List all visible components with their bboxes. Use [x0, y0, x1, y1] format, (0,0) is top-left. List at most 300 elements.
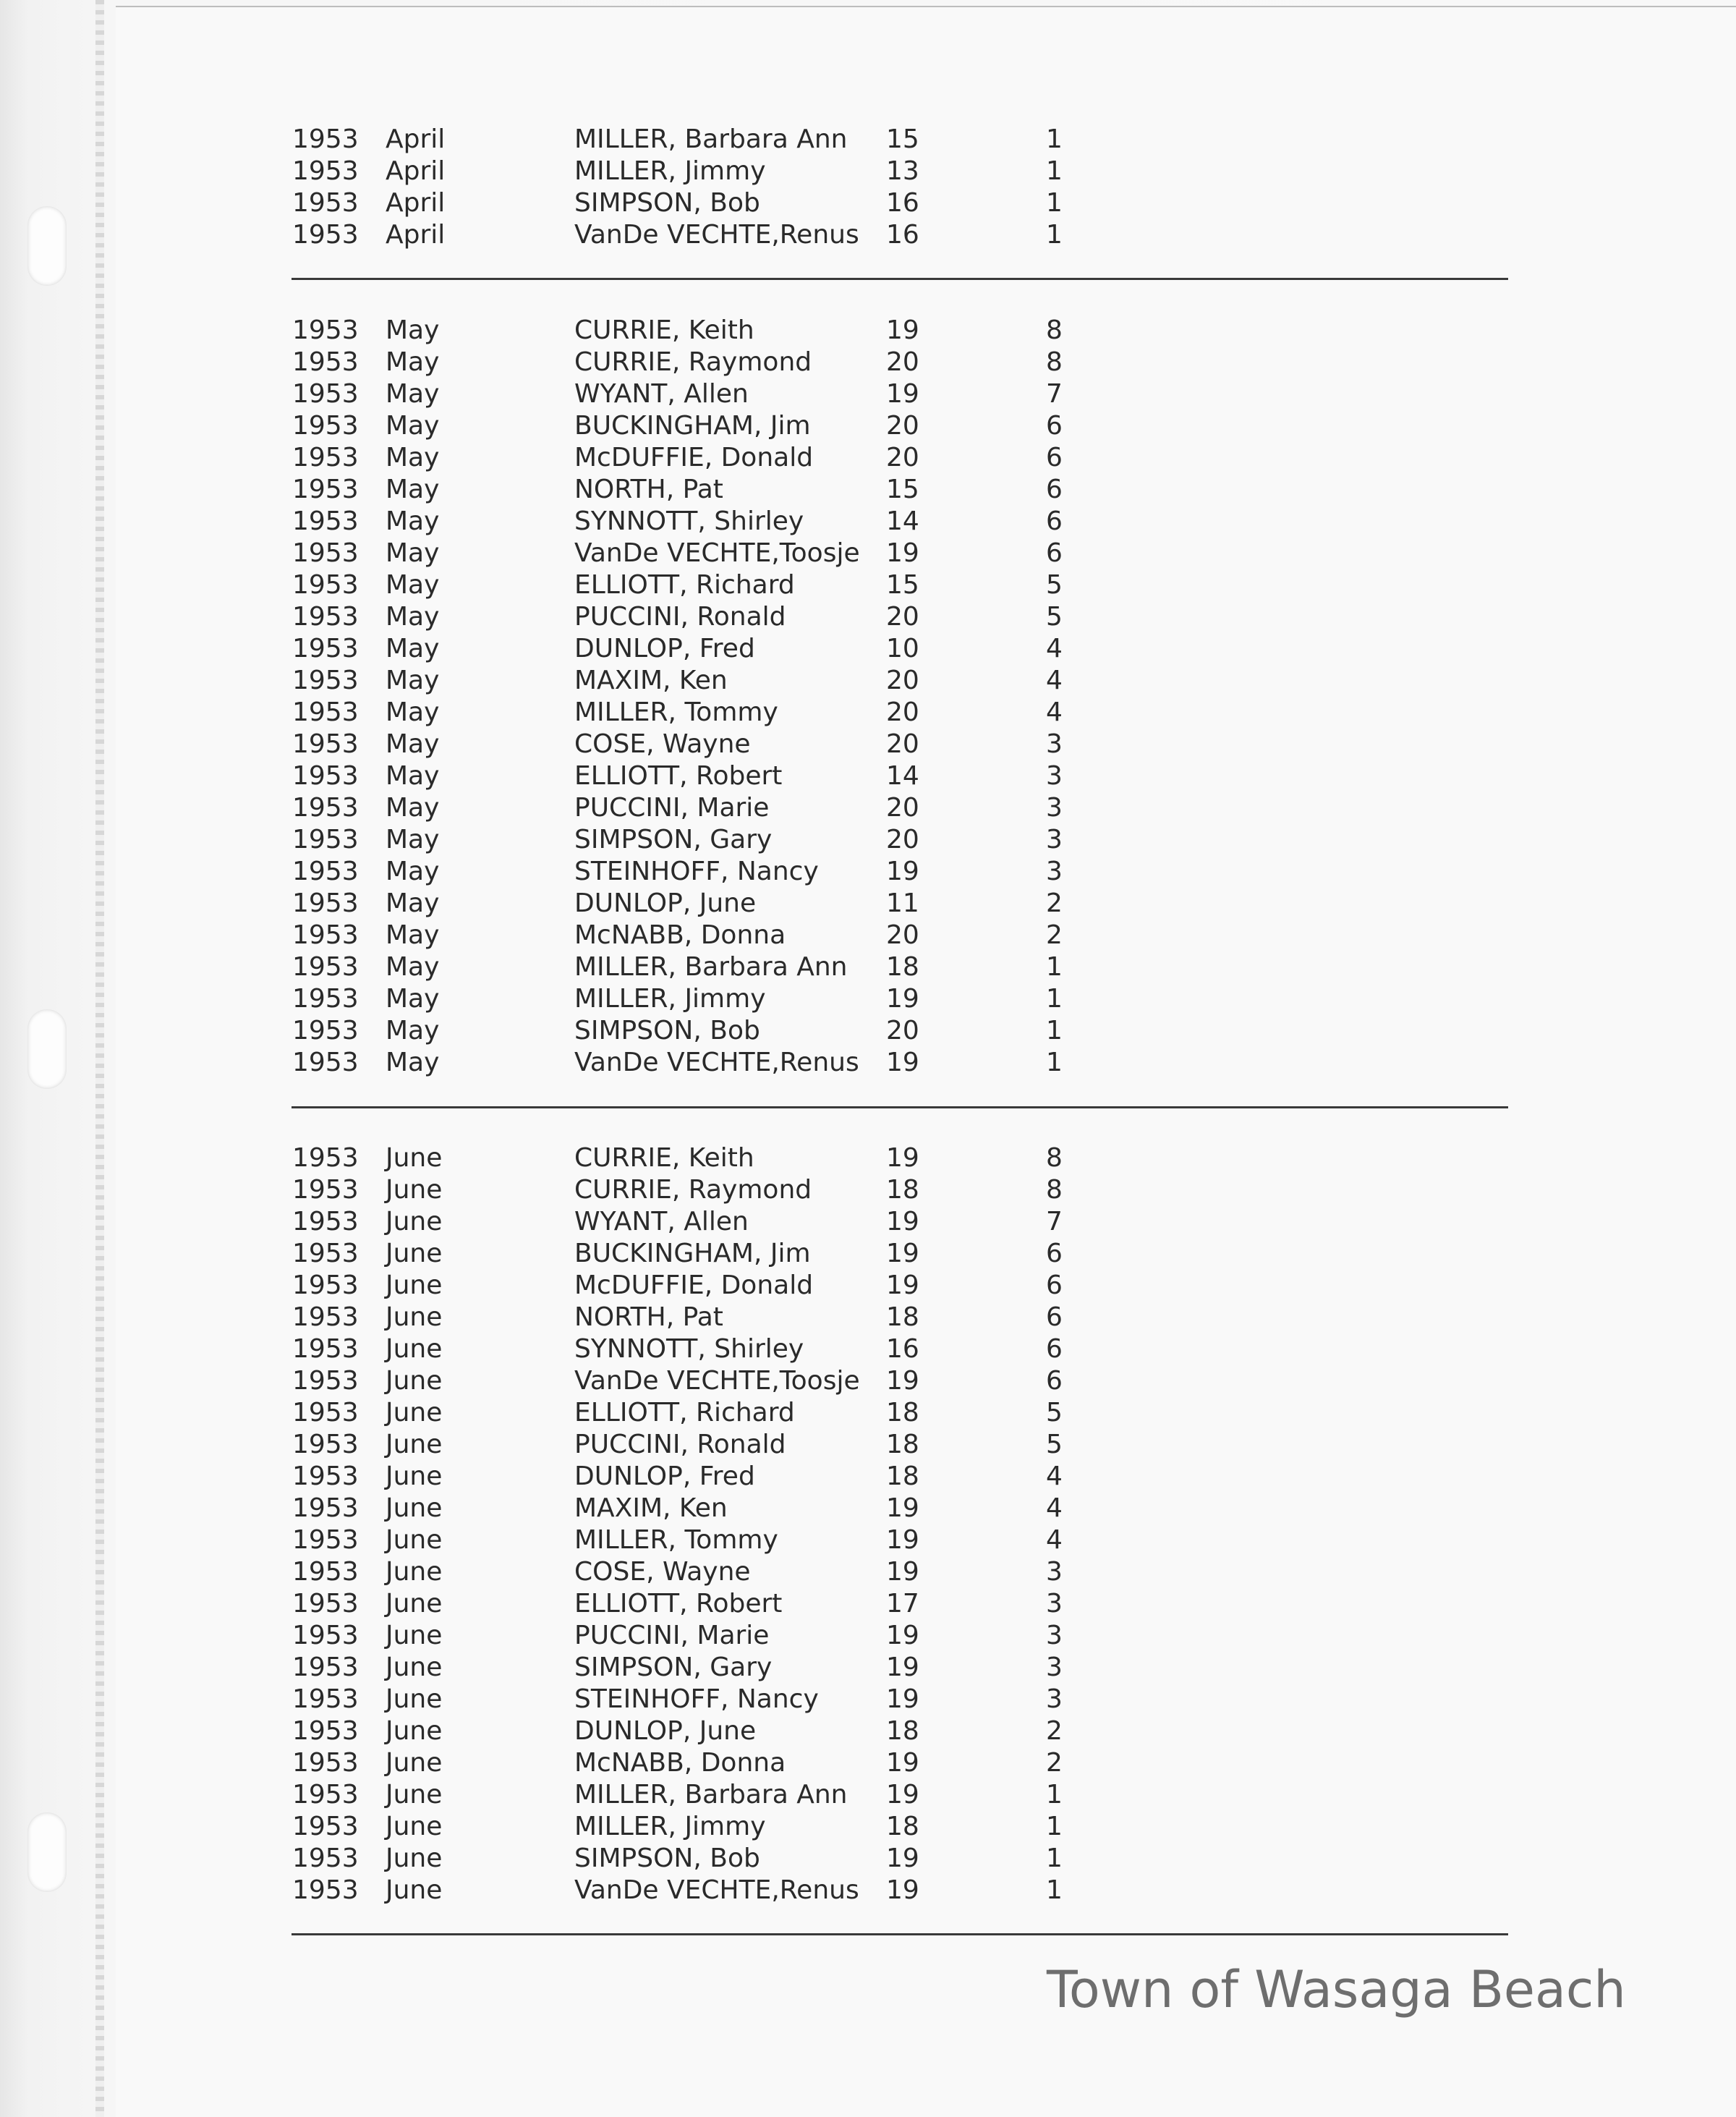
name-cell: ELLIOTT, Robert [574, 761, 783, 791]
table-row [0, 506, 1736, 538]
table-row [0, 1875, 1736, 1906]
table-row [0, 538, 1736, 569]
count-cell: 18 [886, 1398, 919, 1427]
count-cell: 20 [886, 411, 919, 441]
month-cell: April [386, 156, 446, 186]
month-cell: May [386, 634, 440, 663]
year-cell: 1953 [292, 1239, 359, 1268]
rank-cell: 6 [1046, 506, 1063, 536]
count-cell: 13 [886, 156, 919, 186]
count-cell: 17 [886, 1589, 919, 1618]
name-cell: VanDe VECHTE,Renus [574, 220, 859, 250]
table-row [0, 1238, 1736, 1270]
count-cell: 19 [886, 857, 919, 886]
month-cell: June [386, 1748, 443, 1778]
name-cell: VanDe VECHTE,Toosje [574, 1366, 860, 1396]
count-cell: 19 [886, 1493, 919, 1523]
month-section-april [0, 124, 1736, 251]
name-cell: COSE, Wayne [574, 1557, 751, 1587]
month-section-may [0, 315, 1736, 1079]
month-cell: June [386, 1398, 443, 1427]
name-cell: NORTH, Pat [574, 475, 723, 504]
count-cell: 20 [886, 697, 919, 727]
count-cell: 19 [886, 984, 919, 1014]
table-row [0, 442, 1736, 474]
table-row [0, 1302, 1736, 1333]
month-cell: May [386, 379, 440, 409]
month-cell: June [386, 1239, 443, 1268]
month-cell: June [386, 1684, 443, 1714]
month-cell: June [386, 1366, 443, 1396]
rank-cell: 3 [1046, 1653, 1063, 1682]
rank-cell: 1 [1046, 1875, 1063, 1905]
year-cell: 1953 [292, 1207, 359, 1236]
count-cell: 20 [886, 920, 919, 950]
count-cell: 19 [886, 1366, 919, 1396]
name-cell: CURRIE, Keith [574, 1143, 754, 1173]
month-cell: April [386, 124, 446, 154]
rank-cell: 4 [1046, 666, 1063, 695]
year-cell: 1953 [292, 793, 359, 823]
year-cell: 1953 [292, 1143, 359, 1173]
count-cell: 20 [886, 602, 919, 632]
count-cell: 19 [886, 1048, 919, 1077]
month-cell: May [386, 729, 440, 759]
table-row [0, 729, 1736, 760]
year-cell: 1953 [292, 1302, 359, 1332]
month-cell: May [386, 920, 440, 950]
year-cell: 1953 [292, 506, 359, 536]
count-cell: 20 [886, 666, 919, 695]
month-cell: June [386, 1334, 443, 1364]
rank-cell: 3 [1046, 729, 1063, 759]
table-row [0, 347, 1736, 378]
rank-cell: 8 [1046, 1143, 1063, 1173]
rank-cell: 1 [1046, 188, 1063, 218]
month-cell: May [386, 952, 440, 982]
month-cell: April [386, 220, 446, 250]
month-cell: June [386, 1430, 443, 1459]
rank-cell: 2 [1046, 920, 1063, 950]
year-cell: 1953 [292, 1398, 359, 1427]
table-row [0, 760, 1736, 792]
count-cell: 19 [886, 1239, 919, 1268]
count-cell: 18 [886, 952, 919, 982]
year-cell: 1953 [292, 825, 359, 854]
count-cell: 18 [886, 1461, 919, 1491]
year-cell: 1953 [292, 984, 359, 1014]
year-cell: 1953 [292, 1493, 359, 1523]
month-cell: June [386, 1461, 443, 1491]
year-cell: 1953 [292, 1812, 359, 1841]
count-cell: 20 [886, 1016, 919, 1045]
table-row [0, 1779, 1736, 1811]
table-row [0, 920, 1736, 951]
name-cell: ELLIOTT, Robert [574, 1589, 783, 1618]
rank-cell: 6 [1046, 1302, 1063, 1332]
year-cell: 1953 [292, 1430, 359, 1459]
month-cell: June [386, 1780, 443, 1810]
name-cell: SYNNOTT, Shirley [574, 1334, 804, 1364]
count-cell: 19 [886, 1557, 919, 1587]
rank-cell: 6 [1046, 1239, 1063, 1268]
year-cell: 1953 [292, 697, 359, 727]
name-cell: DUNLOP, June [574, 1716, 757, 1746]
name-cell: MAXIM, Ken [574, 1493, 728, 1523]
month-cell: May [386, 1048, 440, 1077]
count-cell: 18 [886, 1175, 919, 1205]
count-cell: 19 [886, 1780, 919, 1810]
count-cell: 20 [886, 443, 919, 472]
table-row [0, 1493, 1736, 1524]
name-cell: SIMPSON, Bob [574, 1016, 760, 1045]
table-row [0, 633, 1736, 665]
name-cell: CURRIE, Raymond [574, 347, 812, 377]
year-cell: 1953 [292, 1748, 359, 1778]
count-cell: 10 [886, 634, 919, 663]
name-cell: PUCCINI, Ronald [574, 602, 786, 632]
rank-cell: 4 [1046, 697, 1063, 727]
count-cell: 16 [886, 188, 919, 218]
table-row [0, 1556, 1736, 1588]
rank-cell: 5 [1046, 1398, 1063, 1427]
table-row [0, 1206, 1736, 1238]
name-cell: MAXIM, Ken [574, 666, 728, 695]
name-cell: PUCCINI, Marie [574, 793, 770, 823]
table-row [0, 1015, 1736, 1047]
count-cell: 19 [886, 538, 919, 568]
page-top-edge [116, 6, 1736, 7]
table-row [0, 1747, 1736, 1779]
name-cell: CURRIE, Raymond [574, 1175, 812, 1205]
count-cell: 20 [886, 729, 919, 759]
name-cell: MILLER, Jimmy [574, 984, 766, 1014]
rank-cell: 4 [1046, 1461, 1063, 1491]
month-cell: May [386, 411, 440, 441]
rank-cell: 3 [1046, 1557, 1063, 1587]
table-row [0, 474, 1736, 506]
count-cell: 18 [886, 1812, 919, 1841]
name-cell: DUNLOP, June [574, 888, 757, 918]
year-cell: 1953 [292, 156, 359, 186]
year-cell: 1953 [292, 124, 359, 154]
year-cell: 1953 [292, 1716, 359, 1746]
table-row [0, 1652, 1736, 1684]
month-cell: June [386, 1175, 443, 1205]
name-cell: CURRIE, Keith [574, 315, 754, 345]
rank-cell: 4 [1046, 634, 1063, 663]
name-cell: BUCKINGHAM, Jim [574, 411, 811, 441]
month-cell: June [386, 1143, 443, 1173]
name-cell: VanDe VECHTE,Toosje [574, 538, 860, 568]
name-cell: MILLER, Barbara Ann [574, 1780, 848, 1810]
count-cell: 20 [886, 825, 919, 854]
month-cell: May [386, 1016, 440, 1045]
name-cell: MILLER, Barbara Ann [574, 124, 848, 154]
rank-cell: 1 [1046, 220, 1063, 250]
year-cell: 1953 [292, 538, 359, 568]
month-cell: June [386, 1589, 443, 1618]
rank-cell: 1 [1046, 124, 1063, 154]
year-cell: 1953 [292, 1461, 359, 1491]
month-cell: April [386, 188, 446, 218]
count-cell: 19 [886, 1875, 919, 1905]
table-row [0, 1397, 1736, 1429]
rank-cell: 6 [1046, 1334, 1063, 1364]
rank-cell: 3 [1046, 761, 1063, 791]
rank-cell: 2 [1046, 1716, 1063, 1746]
month-cell: May [386, 825, 440, 854]
table-row [0, 187, 1736, 219]
table-row [0, 697, 1736, 729]
count-cell: 16 [886, 220, 919, 250]
count-cell: 19 [886, 1143, 919, 1173]
table-row [0, 1047, 1736, 1079]
name-cell: McNABB, Donna [574, 1748, 786, 1778]
month-cell: May [386, 697, 440, 727]
rank-cell: 6 [1046, 475, 1063, 504]
table-row [0, 665, 1736, 697]
name-cell: STEINHOFF, Nancy [574, 1684, 819, 1714]
month-cell: May [386, 888, 440, 918]
rank-cell: 8 [1046, 347, 1063, 377]
year-cell: 1953 [292, 729, 359, 759]
rank-cell: 1 [1046, 1812, 1063, 1841]
year-cell: 1953 [292, 857, 359, 886]
year-cell: 1953 [292, 1844, 359, 1873]
table-row [0, 1142, 1736, 1174]
rank-cell: 5 [1046, 1430, 1063, 1459]
table-row [0, 888, 1736, 920]
rank-cell: 8 [1046, 1175, 1063, 1205]
table-row [0, 124, 1736, 156]
table-row [0, 315, 1736, 347]
table-row [0, 378, 1736, 410]
name-cell: VanDe VECHTE,Renus [574, 1048, 859, 1077]
month-cell: May [386, 538, 440, 568]
month-cell: June [386, 1621, 443, 1650]
rank-cell: 7 [1046, 1207, 1063, 1236]
month-cell: May [386, 761, 440, 791]
year-cell: 1953 [292, 1048, 359, 1077]
rank-cell: 1 [1046, 1048, 1063, 1077]
table-row [0, 1461, 1736, 1493]
table-row [0, 410, 1736, 442]
name-cell: SIMPSON, Bob [574, 188, 760, 218]
name-cell: ELLIOTT, Richard [574, 570, 795, 600]
count-cell: 18 [886, 1430, 919, 1459]
count-cell: 20 [886, 347, 919, 377]
month-cell: May [386, 857, 440, 886]
count-cell: 19 [886, 1844, 919, 1873]
year-cell: 1953 [292, 1621, 359, 1650]
name-cell: STEINHOFF, Nancy [574, 857, 819, 886]
year-cell: 1953 [292, 1653, 359, 1682]
table-row [0, 1811, 1736, 1843]
table-row [0, 1524, 1736, 1556]
name-cell: McNABB, Donna [574, 920, 786, 950]
name-cell: McDUFFIE, Donald [574, 1270, 814, 1300]
name-cell: SIMPSON, Gary [574, 1653, 773, 1682]
month-cell: June [386, 1207, 443, 1236]
year-cell: 1953 [292, 1366, 359, 1396]
month-cell: June [386, 1557, 443, 1587]
name-cell: WYANT, Allen [574, 1207, 749, 1236]
month-cell: May [386, 475, 440, 504]
year-cell: 1953 [292, 602, 359, 632]
rank-cell: 8 [1046, 315, 1063, 345]
count-cell: 20 [886, 793, 919, 823]
rank-cell: 5 [1046, 602, 1063, 632]
table-row [0, 219, 1736, 251]
month-cell: June [386, 1302, 443, 1332]
table-row [0, 1684, 1736, 1715]
year-cell: 1953 [292, 1875, 359, 1905]
count-cell: 15 [886, 124, 919, 154]
count-cell: 19 [886, 315, 919, 345]
year-cell: 1953 [292, 1589, 359, 1618]
table-row [0, 156, 1736, 187]
count-cell: 19 [886, 1653, 919, 1682]
year-cell: 1953 [292, 888, 359, 918]
year-cell: 1953 [292, 347, 359, 377]
count-cell: 18 [886, 1716, 919, 1746]
section-divider [292, 1106, 1508, 1108]
year-cell: 1953 [292, 1684, 359, 1714]
rank-cell: 1 [1046, 1844, 1063, 1873]
footer-attribution: Town of Wasaga Beach [1047, 1960, 1626, 2019]
month-cell: June [386, 1812, 443, 1841]
year-cell: 1953 [292, 952, 359, 982]
year-cell: 1953 [292, 475, 359, 504]
month-cell: May [386, 506, 440, 536]
rank-cell: 6 [1046, 443, 1063, 472]
name-cell: PUCCINI, Marie [574, 1621, 770, 1650]
year-cell: 1953 [292, 1780, 359, 1810]
year-cell: 1953 [292, 443, 359, 472]
name-cell: BUCKINGHAM, Jim [574, 1239, 811, 1268]
section-divider [292, 278, 1508, 280]
month-cell: May [386, 666, 440, 695]
rank-cell: 1 [1046, 984, 1063, 1014]
count-cell: 14 [886, 761, 919, 791]
rank-cell: 1 [1046, 1016, 1063, 1045]
count-cell: 19 [886, 1207, 919, 1236]
count-cell: 19 [886, 1270, 919, 1300]
month-cell: May [386, 984, 440, 1014]
name-cell: McDUFFIE, Donald [574, 443, 814, 472]
count-cell: 16 [886, 1334, 919, 1364]
month-cell: June [386, 1525, 443, 1555]
name-cell: SYNNOTT, Shirley [574, 506, 804, 536]
name-cell: SIMPSON, Bob [574, 1844, 760, 1873]
month-cell: June [386, 1270, 443, 1300]
rank-cell: 7 [1046, 379, 1063, 409]
rank-cell: 6 [1046, 1366, 1063, 1396]
rank-cell: 6 [1046, 538, 1063, 568]
name-cell: DUNLOP, Fred [574, 634, 755, 663]
count-cell: 14 [886, 506, 919, 536]
year-cell: 1953 [292, 379, 359, 409]
table-row [0, 601, 1736, 633]
rank-cell: 2 [1046, 1748, 1063, 1778]
rank-cell: 4 [1046, 1525, 1063, 1555]
section-divider [292, 1933, 1508, 1935]
name-cell: DUNLOP, Fred [574, 1461, 755, 1491]
table-row [0, 1270, 1736, 1302]
month-cell: May [386, 602, 440, 632]
year-cell: 1953 [292, 634, 359, 663]
name-cell: VanDe VECHTE,Renus [574, 1875, 859, 1905]
rank-cell: 4 [1046, 1493, 1063, 1523]
rank-cell: 3 [1046, 793, 1063, 823]
rank-cell: 6 [1046, 411, 1063, 441]
table-row [0, 792, 1736, 824]
table-row [0, 1620, 1736, 1652]
year-cell: 1953 [292, 761, 359, 791]
table-row [0, 983, 1736, 1015]
count-cell: 19 [886, 1684, 919, 1714]
name-cell: NORTH, Pat [574, 1302, 723, 1332]
count-cell: 18 [886, 1302, 919, 1332]
table-row [0, 1715, 1736, 1747]
year-cell: 1953 [292, 1557, 359, 1587]
count-cell: 19 [886, 1621, 919, 1650]
month-cell: May [386, 315, 440, 345]
month-cell: May [386, 443, 440, 472]
rank-cell: 3 [1046, 1589, 1063, 1618]
month-cell: June [386, 1844, 443, 1873]
table-row [0, 1429, 1736, 1461]
name-cell: MILLER, Jimmy [574, 156, 766, 186]
name-cell: MILLER, Tommy [574, 697, 778, 727]
table-row [0, 824, 1736, 856]
year-cell: 1953 [292, 920, 359, 950]
table-row [0, 1333, 1736, 1365]
year-cell: 1953 [292, 1175, 359, 1205]
name-cell: MILLER, Jimmy [574, 1812, 766, 1841]
month-cell: May [386, 347, 440, 377]
year-cell: 1953 [292, 1270, 359, 1300]
name-cell: ELLIOTT, Richard [574, 1398, 795, 1427]
year-cell: 1953 [292, 1016, 359, 1045]
month-cell: May [386, 570, 440, 600]
year-cell: 1953 [292, 315, 359, 345]
count-cell: 15 [886, 570, 919, 600]
table-row [0, 1588, 1736, 1620]
table-row [0, 1365, 1736, 1397]
count-cell: 19 [886, 379, 919, 409]
month-cell: May [386, 793, 440, 823]
month-cell: June [386, 1875, 443, 1905]
name-cell: SIMPSON, Gary [574, 825, 773, 854]
year-cell: 1953 [292, 1334, 359, 1364]
table-row [0, 951, 1736, 983]
name-cell: MILLER, Tommy [574, 1525, 778, 1555]
table-row [0, 1843, 1736, 1875]
table-row [0, 856, 1736, 888]
table-row [0, 569, 1736, 601]
name-cell: PUCCINI, Ronald [574, 1430, 786, 1459]
rank-cell: 3 [1046, 1621, 1063, 1650]
rank-cell: 3 [1046, 825, 1063, 854]
count-cell: 11 [886, 888, 919, 918]
year-cell: 1953 [292, 666, 359, 695]
month-cell: June [386, 1653, 443, 1682]
year-cell: 1953 [292, 570, 359, 600]
month-section-june [0, 1142, 1736, 1906]
year-cell: 1953 [292, 411, 359, 441]
